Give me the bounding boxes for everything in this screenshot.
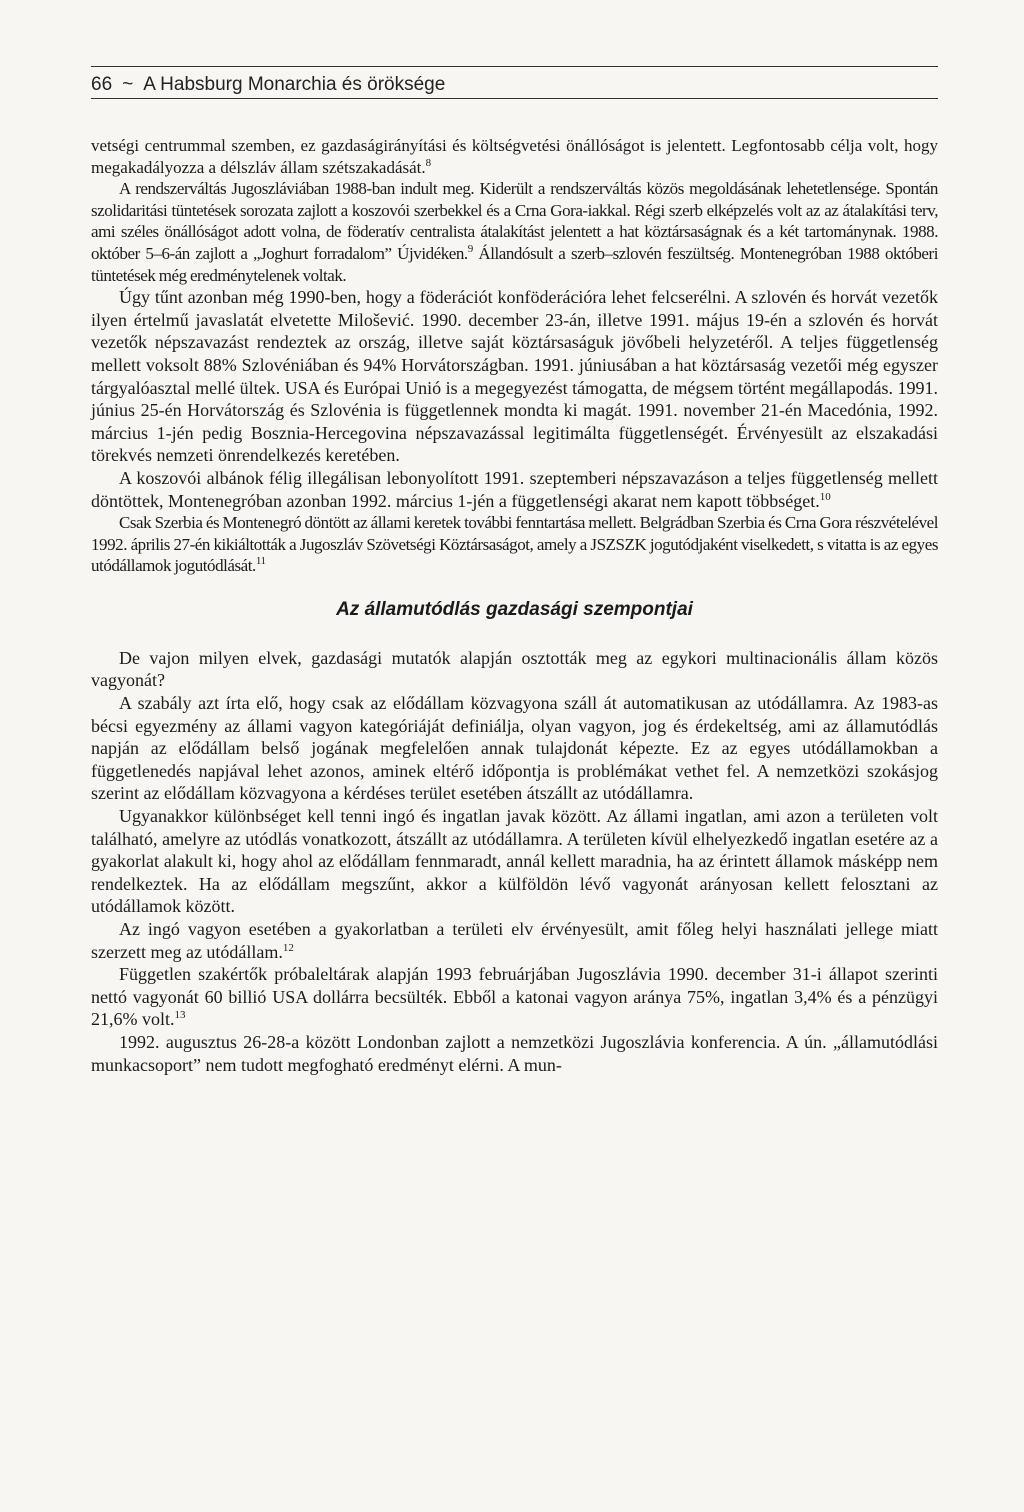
paragraph-text: Ugyanakkor különbséget kell tenni ingó és ingatlan javak között. Az állami ingatlan, ami azon a területen volt található, amelyre az utódlás vonatkozott, átszállt az utódállamra. A területen kívül elhelyezkedő ingatlan esetére az a gyakorlat alakult ki, hogy ahol az elődállam fennmaradt, annál kellett maradnia, ha az érintett államok másképp nem rendelkeztek. Ha az elődállam megszűnt, akkor a külföldön lévő vagyonát arányosan kellett felosztani az utódállamok között. <box>91 806 938 917</box>
paragraph-text: Állandósult a szerb–szlovén feszültség. Montenegróban 1988 októberi tüntetések még eredménytelenek voltak. <box>91 243 938 285</box>
header-top-rule <box>91 66 938 67</box>
paragraph <box>91 1031 938 1076</box>
section-heading: Az államutódlás gazdasági szempontjai <box>336 598 693 620</box>
paragraph-text: De vajon milyen elvek, gazdasági mutatók alapján osztották meg az egykori multinacionális állam közös vagyonát? <box>91 647 938 691</box>
page-body <box>91 135 938 1076</box>
paragraph <box>91 512 938 577</box>
page-number: 66 <box>91 74 113 95</box>
paragraph-text: Az ingó vagyon esetében a gyakorlatban a területi elv érvényesült, amit főleg helyi használati jellege miatt szerzett meg az utódállam. <box>91 919 938 962</box>
paragraph-text: A koszovói albánok félig illegálisan lebonyolított 1991. szeptemberi népszavazáson a teljes függetlenség mellett döntöttek, Montenegróban azonban 1992. március 1-jén a függetlenségi akarat nem kapott többséget. <box>91 467 938 511</box>
header-bottom-rule <box>91 98 938 99</box>
paragraph <box>91 286 938 467</box>
paragraph <box>91 805 938 918</box>
paragraph-text: Csak Szerbia és Montenegró döntött az állami keretek további fenntartása mellett. Belgrádban Szerbia és Crna Gora részvételével 1992. április 27-én kikiáltották a Jugoszláv Szövetségi Köztársaságot, amely a JSZSZK jogutódjaként viselkedett, s vitatta is az egyes utódállamok jogutódlását. <box>91 513 938 576</box>
paragraph <box>91 918 938 963</box>
header-separator: ~ <box>122 74 134 95</box>
running-header <box>91 73 938 97</box>
paragraph <box>91 963 938 1031</box>
paragraph-text: Úgy tűnt azonban még 1990-ben, hogy a föderációt konföderációra lehet felcserélni. A szlovén és horvát vezetők ilyen értelmű javaslatát elvetette Milošević. 1990. december 23-án, illetve 1991. május 19-én a szlovén és horvát vezetők népszavazást rendeztek az ország, illetve saját köztársaságuk jövőbeli helyzetéről. A teljes függetlenség mellett voksolt 88% Szlovéniában és 94% Horvátországban. 1991. júniusában a hat köztársaság vezetői még egyszer tárgyalóasztal mellé ültek. USA és Európai Unió is a megegyezést támogatta, de mégsem történt megállapodás. 1991. június 25-én Horvátország és Szlovénia is függetlennek mondta ki magát. 1991. november 21-én Macedónia, 1992. március 1-jén pedig Bosznia-Hercegovina népszavazással legitimálta függetlenségét. Érvényesült az elszakadási törekvés nemzeti önrendelkezés keretében. <box>91 287 938 466</box>
paragraph-text: 1992. augusztus 26-28-a között Londonban zajlott a nemzetközi Jugoszlávia konferencia. A ún. „államutódlási munkacsoport” nem tudott megfogható eredményt elérni. A mun- <box>91 1031 938 1075</box>
footnote-ref: 8 <box>425 156 432 169</box>
paragraph-text: A szabály azt írta elő, hogy csak az elődállam közvagyona száll át automatikusan az utódállamra. Az 1983-as bécsi egyezmény az állami vagyon kategóriáját definiálja, olyan vagyon, jog és érdekeltség, ami az államutódlás napján az elődállam belső jogának megfelelően annak tulajdonát képezte. Ez az egyes utódállamokban a függetlenedés napjával lehet azonos, aminek eltérő időpontja is problémákat vethet fel. A nemzetközi szokásjog szerint az elődállam közvagyona a kérdéses terület esetében átszállt az utódállamra. <box>91 693 938 804</box>
paragraph-text: vetségi centrummal szemben, ez gazdaságirányítási és költségvetési önállóságot is jelentett. Legfontosabb célja volt, hogy megakadályozza a délszláv állam szétszakadását. <box>91 136 938 177</box>
footnote-ref: 11 <box>255 555 266 568</box>
paragraph <box>91 135 938 178</box>
footnote-ref: 12 <box>282 941 294 954</box>
paragraph-text: Független szakértők próbaleltárak alapján 1993 februárjában Jugoszlávia 1990. december 31-i állapot szerinti nettó vagyonát 60 billió USA dollárra becsülték. Ebből a katonai vagyon aránya 75%, ingatlan 3,4% és a pénzügyi 21,6% volt. <box>91 964 938 1030</box>
running-title: A Habsburg Monarchia és öröksége <box>143 74 446 95</box>
paragraph <box>91 178 938 286</box>
footnote-ref: 10 <box>819 490 831 503</box>
paragraph <box>91 692 938 805</box>
footnote-ref: 9 <box>467 242 473 255</box>
paragraph <box>91 467 938 512</box>
footnote-ref: 13 <box>174 1009 186 1022</box>
paragraph <box>91 647 938 692</box>
paragraph-text: A rendszerváltás Jugoszláviában 1988-ban indult meg. Kiderült a rendszerváltás közös megoldásának lehetetlensége. Spontán szolidaritási tüntetések sorozata zajlott a koszovói szerbekkel és a Crna Gora-iakkal. Régi szerb elképzelés volt az az átalakítási terv, ami széles önállóságot adott volna, de föderatív centralista átalakítást jelentett a hat köztársaságnak és a két tartománynak. 1988. október 5–6-án zajlott a „Joghurt forradalom” Újvidéken. <box>91 179 938 263</box>
